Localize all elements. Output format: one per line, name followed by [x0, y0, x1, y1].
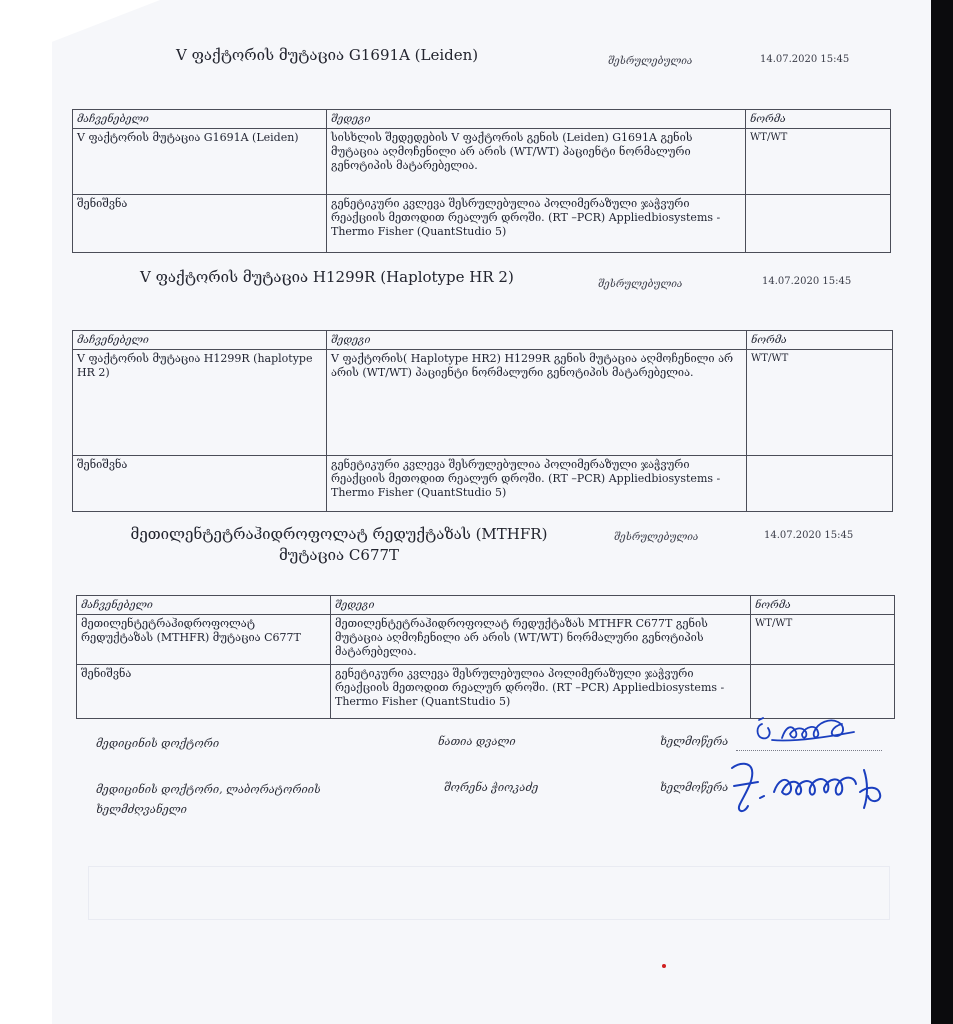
norm-cell: WT/WT	[746, 129, 891, 195]
section-3-timestamp: 14.07.2020 15:45	[764, 530, 854, 541]
section-1-status: შესრულებულია	[608, 56, 693, 67]
table-row	[73, 456, 893, 512]
indicator-cell: V ფაქტორის მუტაცია G1691A (Leiden)	[73, 129, 327, 195]
indicator-cell: მეთილენტეტრაჰიდროფოლატ რედუქტაზას (MTHFR) მუტაცია C677T	[77, 615, 331, 665]
signature-2-image	[724, 752, 894, 824]
bleed-through-shape	[88, 866, 890, 920]
norm-cell: WT/WT	[751, 615, 895, 665]
table-row	[77, 665, 895, 719]
section-2-timestamp: 14.07.2020 15:45	[762, 276, 852, 287]
table-row	[77, 615, 895, 665]
result-cell: სისხლის შედედების V ფაქტორის გენის (Leiden) G1691A გენის მუტაცია აღმოჩენილი არ არის (WT/WT) პაციენტი ნორმალური გენოტიპის მატარებელია.	[327, 129, 746, 195]
empty-cell	[751, 665, 895, 719]
col-result-header: შედეგი	[331, 596, 751, 615]
col-indicator-header: მაჩვენებელი	[73, 110, 327, 129]
signature-1-image	[742, 712, 862, 752]
section-3-title-line2: მუტაცია C677T	[278, 546, 400, 564]
signer-2-name: შორენა ჭიოკაძე	[444, 781, 539, 794]
norm-cell: WT/WT	[747, 350, 893, 456]
scan-left-margin	[0, 0, 52, 1024]
signer-2-role-line1: მედიცინის დოქტორი, ლაბორატორიის	[96, 783, 321, 796]
table-header-row	[73, 331, 893, 350]
col-norm-header: ნორმა	[751, 596, 895, 615]
table-row	[73, 129, 891, 195]
note-label-cell: შენიშვნა	[77, 665, 331, 719]
empty-cell	[746, 195, 891, 253]
red-ink-dot	[662, 964, 666, 968]
table-header-row	[77, 596, 895, 615]
section-3-title-line1: მეთილენტეტრაჰიდროფოლატ რედუქტაზას (MTHFR)	[130, 525, 548, 543]
signer-1-name: ნათია დვალი	[438, 735, 516, 748]
col-norm-header: ნორმა	[746, 110, 891, 129]
note-text-cell: გენეტიკური კვლევა შესრულებულია პოლიმერაზული ჯაჭვური რეაქციის მეთოდით რეალურ დროში. (RT –PCR) Appliedbiosystems - Thermo Fisher (QuantStudio 5)	[327, 456, 747, 512]
signer-1-role: მედიცინის დოქტორი	[96, 737, 220, 750]
section-2-status: შესრულებულია	[598, 279, 683, 290]
empty-cell	[747, 456, 893, 512]
col-indicator-header: მაჩვენებელი	[77, 596, 331, 615]
table-row	[73, 195, 891, 253]
signer-2-role-line2: ხელმძღვანელი	[96, 803, 187, 816]
note-label-cell: შენიშვნა	[73, 456, 327, 512]
folded-corner	[0, 0, 160, 62]
section-3-table	[76, 595, 895, 719]
col-result-header: შედეგი	[327, 331, 747, 350]
note-label-cell: შენიშვნა	[73, 195, 327, 253]
note-text-cell: გენეტიკური კვლევა შესრულებულია პოლიმერაზული ჯაჭვური რეაქციის მეთოდით რეალურ დროში. (RT –PCR) Appliedbiosystems - Thermo Fisher (QuantStudio 5)	[327, 195, 746, 253]
col-result-header: შედეგი	[327, 110, 746, 129]
section-2-title: V ფაქტორის მუტაცია H1299R (Haplotype HR 2)	[140, 268, 514, 286]
result-cell: მეთილენტეტრაჰიდროფოლატ რედუქტაზას MTHFR C677T გენის მუტაცია აღმოჩენილი არ არის (WT/WT) ნორმალური გენოტიპის მატარებელია.	[331, 615, 751, 665]
section-3-status: შესრულებულია	[614, 532, 699, 543]
section-3-title	[104, 524, 574, 566]
note-text-cell: გენეტიკური კვლევა შესრულებულია პოლიმერაზული ჯაჭვური რეაქციის მეთოდით რეალურ დროში. (RT –PCR) Appliedbiosystems - Thermo Fisher (QuantStudio 5)	[331, 665, 751, 719]
col-indicator-header: მაჩვენებელი	[73, 331, 327, 350]
section-1-timestamp: 14.07.2020 15:45	[760, 54, 850, 65]
indicator-cell: V ფაქტორის მუტაცია H1299R (haplotype HR 2)	[73, 350, 327, 456]
table-row	[73, 350, 893, 456]
signer-2-sign-label: ხელმოწერა	[660, 781, 729, 794]
scan-right-edge	[931, 0, 953, 1024]
section-2-table	[72, 330, 893, 512]
signer-1-sign-label: ხელმოწერა	[660, 735, 729, 748]
section-1-title: V ფაქტორის მუტაცია G1691A (Leiden)	[176, 46, 479, 64]
col-norm-header: ნორმა	[747, 331, 893, 350]
table-header-row	[73, 110, 891, 129]
section-1-table	[72, 109, 891, 253]
result-cell: V ფაქტორის( Haplotype HR2) H1299R გენის მუტაცია აღმოჩენილი არ არის (WT/WT) პაციენტი ნორმალური გენოტიპის მატარებელია.	[327, 350, 747, 456]
